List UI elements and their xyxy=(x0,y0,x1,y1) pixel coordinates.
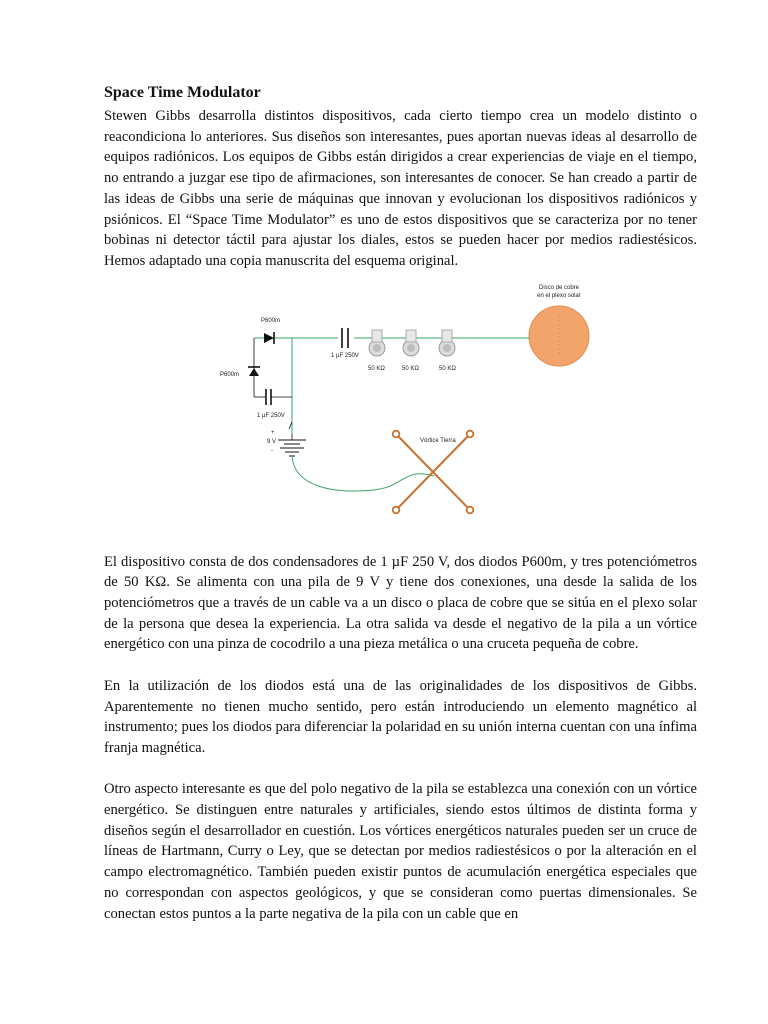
battery-plus-label: + xyxy=(271,429,275,436)
potentiometer-2 xyxy=(403,330,419,356)
document-page xyxy=(104,82,697,924)
pot-2-label: 50 KΩ xyxy=(402,365,419,372)
diode-top xyxy=(264,333,274,343)
diode-left-label: P600m xyxy=(220,371,240,378)
circuit-schematic xyxy=(104,272,697,548)
paragraph-vortex: Otro aspecto interesante es que del polo negativo de la pila se establezca una conexión con un vórtice energético. Se distinguen entre naturales y artificiales, siendo estos últimos de distinta forma y diseños según el desarrollador en cuestión. Los vórtices energéticos naturales pueden ser un cruce de líneas de Hartmann, Curry o Ley, que se detectan por medios radiestésicos o por la alteración en el campo electromagnético. También pueden existir puntos de acumulación energética especiales que no correspondan con aspectos geológicos, y que se consideran como puertas dimensionales. Se conectan estos puntos a la parte negativa de la pila con un cable que en xyxy=(104,781,697,922)
battery-voltage-label: 9 V xyxy=(267,438,277,445)
pot-3-label: 50 KΩ xyxy=(439,365,456,372)
disc-label-line2: en el plexo solar xyxy=(537,292,581,299)
potentiometer-1 xyxy=(369,330,385,356)
cap-top-label: 1 µF 250V xyxy=(331,352,359,359)
disc-label-line1: Disco de cobre xyxy=(538,284,580,291)
cap-bottom-label: 1 µF 250V xyxy=(257,412,285,419)
paragraph-intro: Stewen Gibbs desarrolla distintos dispositivos, cada cierto tiempo crea un modelo distinto o reacondiciona lo anteriores. Sus diseños son interesantes, pues aportan nuevas ideas al desarrollo de equipos radiónicos. Los equipos de Gibbs están dirigidos a crear experiencias de viaje en el tiempo, no entrando a juzgar ese tipo de afirmaciones, son interesantes de conocer. Se han creado a partir de las ideas de Gibbs una serie de máquinas que innovan y evolucionan los dispositivos radiónicos y psiónicos. El “Space Time Modulator” es uno de estos dispositivos que se caracteriza por no tener bobinas ni detector táctil para ajustar los diales, estos se pueden hacer por medios radiestésicos. Hemos adaptado una copia manuscrita del esquema original. xyxy=(104,108,697,269)
ground-wire xyxy=(292,456,434,491)
vortex-label: Vórtice Tierra xyxy=(420,437,456,444)
paragraph-diodes: En la utilización de los diodos está una de las originalidades de los dispositivos de Gibbs. Aparentemente no tienen mucho sentido, pero están introduciendo un elemento magnético al instrumento; pues los diodos para diferenciar la polaridad en su unión interna cuentan con una ínfima franja magnética. xyxy=(104,677,697,756)
battery-symbol xyxy=(278,434,306,456)
paragraph-device: El dispositivo consta de dos condensadores de 1 µF 250 V, dos diodos P600m, y tres potenciómetros de 50 KΩ. Se alimenta con una pila de 9 V y tiene dos conexiones, una desde la salida de los potenciómetros que a través de un cable va a un disco o placa de cobre que se sitúa en el plexo solar de la persona que desea la experiencia. La otra salida va desde el negativo de la pila a un vórtice energético con una pinza de cocodrilo a una pieza metálica o una cruceta pequeña de cobre. xyxy=(104,553,697,653)
battery-minus-label: - xyxy=(271,447,273,454)
cap-top-gap xyxy=(338,328,354,348)
potentiometer-3 xyxy=(439,330,455,356)
diode-top-label: P600m xyxy=(261,317,281,324)
document-title: Space Time Modulator xyxy=(104,84,261,101)
circuit-diagram xyxy=(104,272,697,548)
diode-left xyxy=(249,368,259,376)
pot-1-label: 50 KΩ xyxy=(368,365,385,372)
